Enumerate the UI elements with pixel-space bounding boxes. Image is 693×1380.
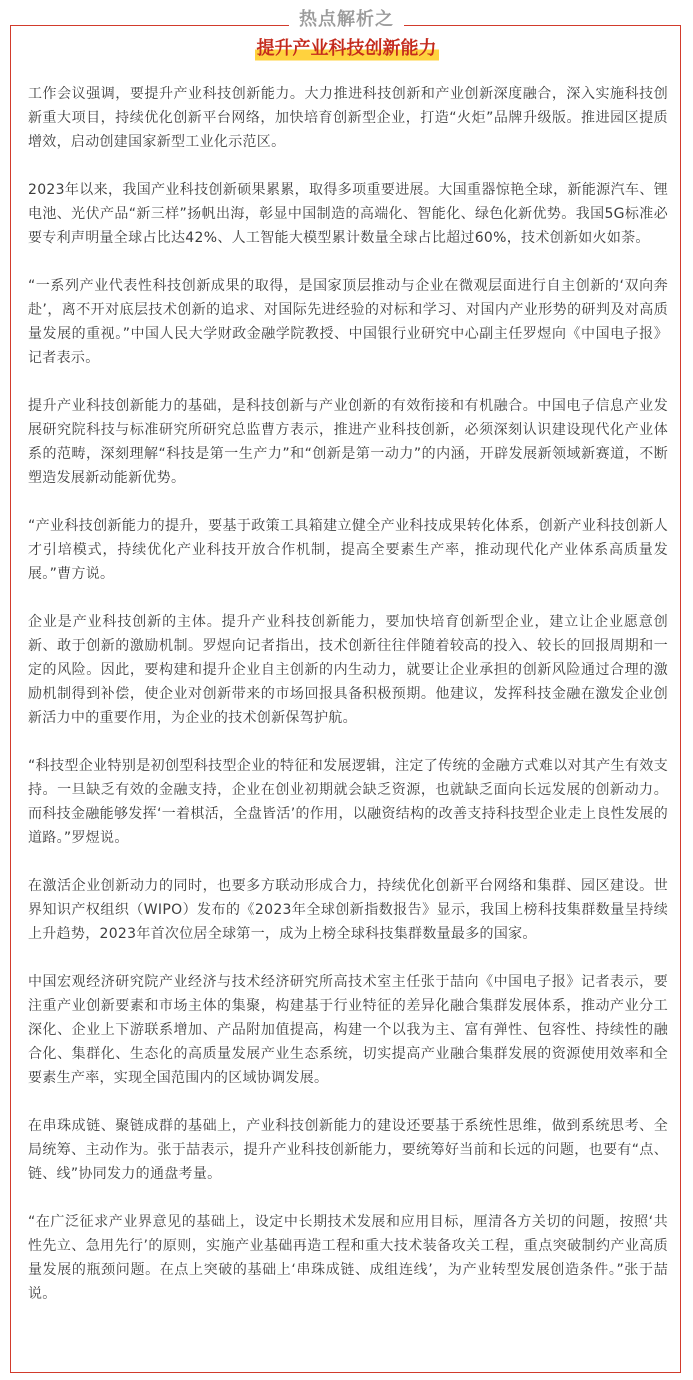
- paragraph-5: “产业科技创新能力的提升，要基于政策工具箱建立健全产业科技成果转化体系，创新产业科技创新人才引培模式，持续优化产业科技开放合作机制，提高全要素生产率，推动现代化产业体系高质量发展。”曹方说。: [28, 518, 668, 582]
- article-title: [0, 36, 693, 62]
- paragraph-8: 在激活企业创新动力的同时，也要多方联动形成合力，持续优化创新平台网络和集群、园区建设。世界知识产权组织（WIPO）发布的《2023年全球创新指数报告》显示，我国上榜科技集群数量呈持续上升趋势，2023年首次位居全球第一，成为上榜全球科技集群数量最多的国家。: [28, 878, 668, 942]
- paragraph-1: 工作会议强调，要提升产业科技创新能力。大力推进科技创新和产业创新深度融合，深入实施科技创新重大项目，持续优化创新平台网络，加快培育创新型企业，打造“火炬”品牌升级版。推进园区提质增效，启动创建国家新型工业化示范区。: [28, 86, 668, 150]
- paragraph-11: “在广泛征求产业界意见的基础上，设定中长期技术发展和应用目标，厘清各方关切的问题，按照‘共性先立、急用先行’的原则，实施产业基础再造工程和重大技术装备攻关工程，重点突破制约产业高质量发展的瓶颈问题。在点上突破的基础上‘串珠成链、成组连线’，为产业转型发展创造条件。”张于喆说。: [28, 1214, 668, 1302]
- paragraph-7: “科技型企业特别是初创型科技型企业的特征和发展逻辑，注定了传统的金融方式难以对其产生有效支持。一旦缺乏有效的金融支持，企业在创业初期就会缺乏资源，也就缺乏面向长远发展的创新动力。而科技金融能够发挥‘一着棋活，全盘皆活’的作用，以融资结构的改善支持科技型企业走上良性发展的道路。”罗煜说。: [28, 758, 668, 846]
- paragraph-4: 提升产业科技创新能力的基础，是科技创新与产业创新的有效衔接和有机融合。中国电子信息产业发展研究院科技与标准研究所研究总监曹方表示，推进产业科技创新，必须深刻认识建设现代化产业体系的范畴，深刻理解“科技是第一生产力”和“创新是第一动力”的内涵，开辟发展新领域新赛道，不断塑造发展新动能新优势。: [28, 398, 668, 486]
- article-title-text: 提升产业科技创新能力: [255, 36, 439, 62]
- paragraph-9: 中国宏观经济研究院产业经济与技术经济研究所高技术室主任张于喆向《中国电子报》记者表示，要注重产业创新要素和市场主体的集聚，构建基于行业特征的差异化融合集群发展体系，推动产业分工深化、企业上下游联系增加、产品附加值提高，构建一个以我为主、富有弹性、包容性、持续性的融合化、集群化、生态化的高质量发展产业生态系统，切实提高产业融合集群发展的资源使用效率和全要素生产率，实现全国范围内的区域协调发展。: [28, 974, 668, 1086]
- section-kicker: [0, 6, 693, 34]
- kicker-text: 热点解析之: [289, 6, 404, 34]
- paragraph-10: 在串珠成链、聚链成群的基础上，产业科技创新能力的建设还要基于系统性思维，做到系统思考、全局统筹、主动作为。张于喆表示，提升产业科技创新能力，要统筹好当前和长远的问题，也要有“点、链、线”协同发力的通盘考量。: [28, 1118, 668, 1182]
- article-body: [28, 82, 668, 1330]
- paragraph-3: “一系列产业代表性科技创新成果的取得，是国家顶层推动与企业在微观层面进行自主创新的‘双向奔赴’，离不开对底层技术创新的追求、对国际先进经验的对标和学习、对国内产业形势的研判及对高质量发展的重视。”中国人民大学财政金融学院教授、中国银行业研究中心副主任罗煜向《中国电子报》记者表示。: [28, 278, 668, 366]
- paragraph-2: 2023年以来，我国产业科技创新硕果累累，取得多项重要进展。大国重器惊艳全球，新能源汽车、锂电池、光伏产品“新三样”扬帆出海，彰显中国制造的高端化、智能化、绿色化新优势。我国5G标准必要专利声明量全球占比达42%、人工智能大模型累计数量全球占比超过60%，技术创新如火如荼。: [28, 182, 668, 246]
- paragraph-6: 企业是产业科技创新的主体。提升产业科技创新能力，要加快培育创新型企业，建立让企业愿意创新、敢于创新的激励机制。罗煜向记者指出，技术创新往往伴随着较高的投入、较长的回报周期和一定的风险。因此，要构建和提升企业自主创新的内生动力，就要让企业承担的创新风险通过合理的激励机制得到补偿，使企业对创新带来的市场回报具备积极预期。他建议，发挥科技金融在激发企业创新活力中的重要作用，为企业的技术创新保驾护航。: [28, 614, 668, 726]
